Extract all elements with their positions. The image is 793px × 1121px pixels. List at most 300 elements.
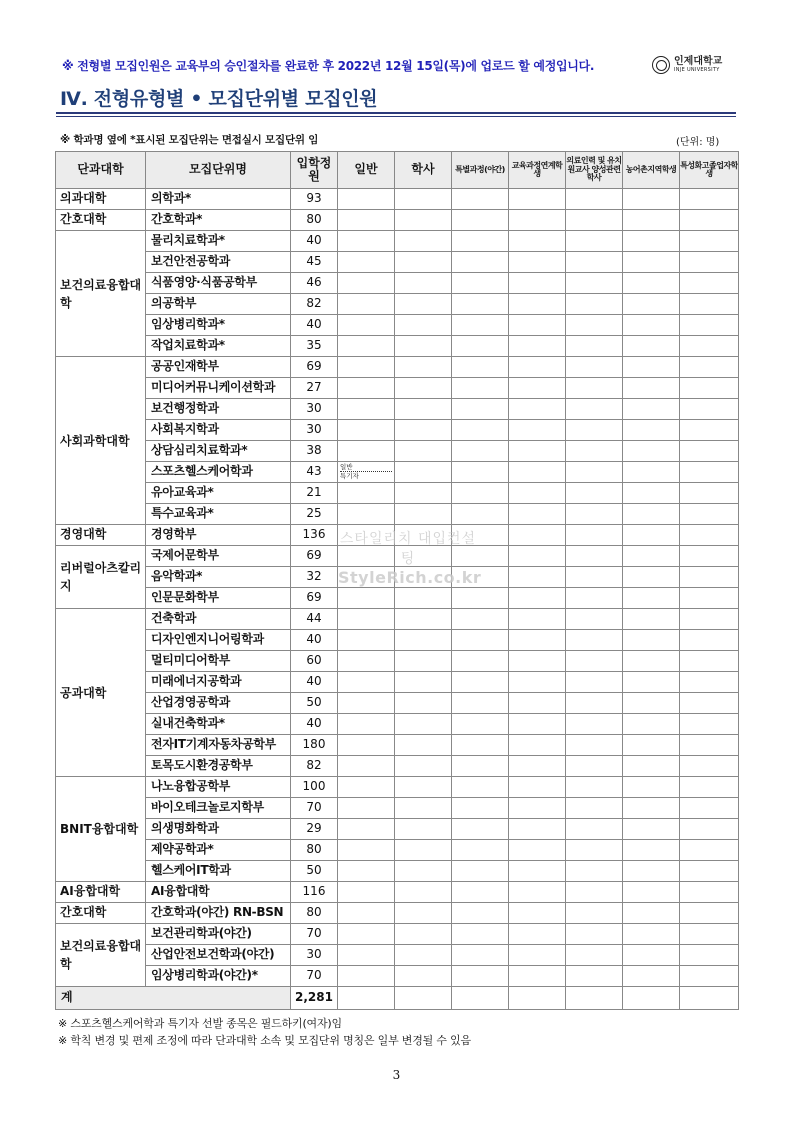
general-cell	[338, 798, 395, 819]
empty-cell	[680, 987, 739, 1010]
empty-cell	[395, 336, 452, 357]
general-cell	[338, 861, 395, 882]
empty-cell	[623, 861, 680, 882]
empty-cell	[566, 504, 623, 525]
empty-cell	[509, 252, 566, 273]
college-cell: 보건의료융합대학	[56, 231, 146, 357]
empty-cell	[623, 567, 680, 588]
empty-cell	[566, 714, 623, 735]
empty-cell	[680, 945, 739, 966]
general-cell	[338, 588, 395, 609]
table-row	[56, 966, 739, 987]
empty-cell	[452, 336, 509, 357]
quota-cell: 40	[291, 231, 338, 252]
empty-cell	[680, 273, 739, 294]
empty-cell	[509, 420, 566, 441]
dept-cell: 유아교육과*	[146, 483, 291, 504]
general-cell	[338, 357, 395, 378]
empty-cell	[509, 504, 566, 525]
empty-cell	[623, 735, 680, 756]
empty-cell	[509, 882, 566, 903]
empty-cell	[452, 609, 509, 630]
empty-cell	[452, 966, 509, 987]
dept-cell: 음악학과*	[146, 567, 291, 588]
empty-cell	[395, 945, 452, 966]
empty-cell	[566, 231, 623, 252]
empty-cell	[566, 798, 623, 819]
empty-cell	[452, 987, 509, 1010]
empty-cell	[680, 651, 739, 672]
dept-cell: 스포츠헬스케어학과	[146, 462, 291, 483]
empty-cell	[623, 546, 680, 567]
empty-cell	[395, 546, 452, 567]
empty-cell	[452, 567, 509, 588]
empty-cell	[680, 315, 739, 336]
empty-cell	[452, 819, 509, 840]
empty-cell	[509, 819, 566, 840]
empty-cell	[452, 588, 509, 609]
empty-cell	[566, 378, 623, 399]
empty-cell	[395, 441, 452, 462]
general-cell	[338, 609, 395, 630]
watermark-line2: StyleRich.co.kr	[338, 568, 482, 587]
empty-cell	[566, 525, 623, 546]
empty-cell	[452, 777, 509, 798]
total-row	[56, 987, 739, 1010]
empty-cell	[680, 420, 739, 441]
general-cell	[338, 651, 395, 672]
dept-cell: 식품영양·식품공학부	[146, 273, 291, 294]
empty-cell	[452, 525, 509, 546]
empty-cell	[566, 882, 623, 903]
empty-cell	[509, 231, 566, 252]
general-cell	[338, 189, 395, 210]
empty-cell	[623, 420, 680, 441]
empty-cell	[680, 924, 739, 945]
quota-cell: 30	[291, 945, 338, 966]
header-college: 단과대학	[56, 152, 146, 189]
quota-cell: 69	[291, 588, 338, 609]
page-number: 3	[392, 1068, 401, 1082]
empty-cell	[395, 252, 452, 273]
empty-cell	[566, 336, 623, 357]
empty-cell	[509, 756, 566, 777]
table-row	[56, 924, 739, 945]
empty-cell	[452, 441, 509, 462]
empty-cell	[680, 483, 739, 504]
empty-cell	[395, 630, 452, 651]
quota-cell: 136	[291, 525, 338, 546]
header-dept: 모집단위명	[146, 152, 291, 189]
empty-cell	[680, 231, 739, 252]
quota-cell: 180	[291, 735, 338, 756]
empty-cell	[566, 420, 623, 441]
empty-cell	[566, 567, 623, 588]
quota-cell: 70	[291, 798, 338, 819]
quota-cell: 27	[291, 378, 338, 399]
table-row	[56, 882, 739, 903]
empty-cell	[338, 987, 395, 1010]
empty-cell	[395, 609, 452, 630]
empty-cell	[395, 651, 452, 672]
empty-cell	[623, 945, 680, 966]
general-cell	[338, 672, 395, 693]
header-specialized-hs: 특성화고졸업자학생	[680, 152, 739, 189]
quota-cell: 82	[291, 756, 338, 777]
empty-cell	[680, 504, 739, 525]
empty-cell	[509, 357, 566, 378]
table-row	[56, 462, 739, 483]
empty-cell	[623, 903, 680, 924]
empty-cell	[623, 399, 680, 420]
empty-cell	[680, 609, 739, 630]
empty-cell	[566, 399, 623, 420]
empty-cell	[509, 294, 566, 315]
quota-cell: 40	[291, 714, 338, 735]
empty-cell	[566, 861, 623, 882]
empty-cell	[509, 735, 566, 756]
title-divider	[56, 112, 736, 114]
general-cell	[338, 231, 395, 252]
table-row	[56, 756, 739, 777]
empty-cell	[509, 567, 566, 588]
college-cell: 의과대학	[56, 189, 146, 210]
empty-cell	[566, 588, 623, 609]
empty-cell	[509, 861, 566, 882]
empty-cell	[680, 378, 739, 399]
quota-cell: 30	[291, 399, 338, 420]
empty-cell	[452, 756, 509, 777]
empty-cell	[452, 546, 509, 567]
empty-cell	[623, 966, 680, 987]
empty-cell	[509, 630, 566, 651]
dept-cell: 간호학과(야간) RN-BSN	[146, 903, 291, 924]
empty-cell	[680, 777, 739, 798]
empty-cell	[623, 588, 680, 609]
dept-cell: 미디어커뮤니케이션학과	[146, 378, 291, 399]
empty-cell	[509, 924, 566, 945]
table-row	[56, 861, 739, 882]
empty-cell	[395, 567, 452, 588]
empty-cell	[452, 252, 509, 273]
general-cell	[338, 483, 395, 504]
general-cell	[338, 336, 395, 357]
table-row	[56, 567, 739, 588]
college-cell: AI융합대학	[56, 882, 146, 903]
general-cell	[338, 294, 395, 315]
table-row	[56, 798, 739, 819]
table-row	[56, 273, 739, 294]
dept-cell: 실내건축학과*	[146, 714, 291, 735]
table-row	[56, 609, 739, 630]
empty-cell	[566, 819, 623, 840]
empty-cell	[623, 777, 680, 798]
empty-cell	[452, 861, 509, 882]
table-row	[56, 504, 739, 525]
empty-cell	[623, 315, 680, 336]
empty-cell	[623, 714, 680, 735]
general-cell	[338, 840, 395, 861]
dept-cell: 의공학부	[146, 294, 291, 315]
empty-cell	[566, 777, 623, 798]
split-label: 특기자	[340, 472, 359, 480]
empty-cell	[623, 210, 680, 231]
dept-cell: 경영학부	[146, 525, 291, 546]
dept-cell: 멀티미디어학부	[146, 651, 291, 672]
section-title: Ⅳ. 전형유형별 • 모집단위별 모집인원	[60, 88, 378, 110]
empty-cell	[566, 483, 623, 504]
upload-notice: ※ 전형별 모집인원은 교육부의 승인절차를 완료한 후 2022년 12월 15일(목)에 업로드 할 예정입니다.	[62, 59, 595, 73]
dept-cell: 상담심리치료학과*	[146, 441, 291, 462]
empty-cell	[509, 798, 566, 819]
empty-cell	[509, 273, 566, 294]
general-cell	[338, 462, 395, 483]
empty-cell	[452, 294, 509, 315]
empty-cell	[623, 882, 680, 903]
empty-cell	[566, 294, 623, 315]
college-cell: 간호대학	[56, 903, 146, 924]
empty-cell	[680, 525, 739, 546]
empty-cell	[680, 546, 739, 567]
empty-cell	[623, 693, 680, 714]
table-row	[56, 357, 739, 378]
quota-cell: 80	[291, 210, 338, 231]
quota-cell: 25	[291, 504, 338, 525]
empty-cell	[680, 336, 739, 357]
dept-cell: 산업안전보건학과(야간)	[146, 945, 291, 966]
empty-cell	[680, 357, 739, 378]
general-cell	[338, 630, 395, 651]
empty-cell	[623, 630, 680, 651]
empty-cell	[680, 189, 739, 210]
quota-cell: 21	[291, 483, 338, 504]
quota-cell: 70	[291, 924, 338, 945]
quota-cell: 44	[291, 609, 338, 630]
empty-cell	[395, 315, 452, 336]
dept-cell: 국제어문학부	[146, 546, 291, 567]
empty-cell	[452, 882, 509, 903]
general-cell	[338, 441, 395, 462]
logo-english-name: INJE UNIVERSITY	[674, 67, 720, 73]
general-cell	[338, 714, 395, 735]
dept-cell: 보건행정학과	[146, 399, 291, 420]
dept-cell: 사회복지학과	[146, 420, 291, 441]
general-cell	[338, 546, 395, 567]
empty-cell	[623, 819, 680, 840]
empty-cell	[509, 714, 566, 735]
empty-cell	[395, 588, 452, 609]
empty-cell	[452, 378, 509, 399]
college-cell: 리버럴아츠칼리지	[56, 546, 146, 609]
empty-cell	[623, 483, 680, 504]
empty-cell	[395, 966, 452, 987]
dept-cell: AI융합대학	[146, 882, 291, 903]
empty-cell	[395, 378, 452, 399]
general-cell	[338, 315, 395, 336]
empty-cell	[452, 735, 509, 756]
dept-cell: 전자IT기계자동차공학부	[146, 735, 291, 756]
dept-cell: 바이오테크놀로지학부	[146, 798, 291, 819]
empty-cell	[623, 672, 680, 693]
empty-cell	[395, 798, 452, 819]
general-cell	[338, 966, 395, 987]
empty-cell	[623, 189, 680, 210]
table-row	[56, 819, 739, 840]
empty-cell	[395, 357, 452, 378]
general-cell	[338, 378, 395, 399]
empty-cell	[395, 756, 452, 777]
logo-korean-name: 인제대학교	[674, 56, 723, 67]
empty-cell	[566, 903, 623, 924]
empty-cell	[680, 798, 739, 819]
empty-cell	[680, 819, 739, 840]
college-cell: 간호대학	[56, 210, 146, 231]
title-divider-thin	[56, 116, 736, 117]
empty-cell	[680, 735, 739, 756]
university-seal-icon	[652, 56, 670, 74]
table-row	[56, 231, 739, 252]
empty-cell	[623, 798, 680, 819]
empty-cell	[623, 273, 680, 294]
empty-cell	[395, 735, 452, 756]
empty-cell	[509, 588, 566, 609]
quota-cell: 100	[291, 777, 338, 798]
empty-cell	[566, 630, 623, 651]
empty-cell	[509, 546, 566, 567]
quota-cell: 45	[291, 252, 338, 273]
dept-cell: 보건관리학과(야간)	[146, 924, 291, 945]
dept-cell: 디자인엔지니어링학과	[146, 630, 291, 651]
empty-cell	[623, 525, 680, 546]
college-cell: BNIT융합대학	[56, 777, 146, 882]
empty-cell	[395, 714, 452, 735]
table-row	[56, 714, 739, 735]
empty-cell	[623, 504, 680, 525]
empty-cell	[509, 609, 566, 630]
empty-cell	[509, 189, 566, 210]
quota-cell: 35	[291, 336, 338, 357]
empty-cell	[395, 903, 452, 924]
empty-cell	[452, 840, 509, 861]
general-cell	[338, 924, 395, 945]
empty-cell	[680, 672, 739, 693]
general-cell	[338, 210, 395, 231]
empty-cell	[623, 756, 680, 777]
empty-cell	[680, 567, 739, 588]
empty-cell	[566, 315, 623, 336]
table-row	[56, 525, 739, 546]
college-cell: 사회과학대학	[56, 357, 146, 525]
empty-cell	[566, 189, 623, 210]
total-quota: 2,281	[291, 987, 338, 1010]
quota-cell: 30	[291, 420, 338, 441]
empty-cell	[452, 672, 509, 693]
quota-cell: 46	[291, 273, 338, 294]
empty-cell	[623, 357, 680, 378]
general-cell	[338, 252, 395, 273]
header-bachelor: 학사	[395, 152, 452, 189]
empty-cell	[452, 483, 509, 504]
empty-cell	[452, 357, 509, 378]
empty-cell	[452, 210, 509, 231]
table-row	[56, 630, 739, 651]
quota-cell: 60	[291, 651, 338, 672]
empty-cell	[395, 987, 452, 1010]
quota-cell: 69	[291, 546, 338, 567]
empty-cell	[452, 798, 509, 819]
empty-cell	[680, 252, 739, 273]
empty-cell	[452, 273, 509, 294]
footnote-1: ※ 스포츠헬스케어학과 특기자 선발 종목은 필드하키(여자)임	[58, 1017, 342, 1030]
table-header-row	[56, 152, 739, 189]
empty-cell	[623, 231, 680, 252]
empty-cell	[566, 252, 623, 273]
watermark-line1: 스타일리치 대입컨설팅	[339, 531, 477, 567]
table-row	[56, 546, 739, 567]
general-cell	[338, 399, 395, 420]
general-cell	[338, 504, 395, 525]
dept-cell: 인문문화학부	[146, 588, 291, 609]
dept-cell: 헬스케어IT학과	[146, 861, 291, 882]
empty-cell	[566, 756, 623, 777]
quota-cell: 93	[291, 189, 338, 210]
empty-cell	[680, 966, 739, 987]
table-row	[56, 441, 739, 462]
table-body	[56, 189, 739, 987]
empty-cell	[623, 840, 680, 861]
quota-cell: 82	[291, 294, 338, 315]
empty-cell	[680, 861, 739, 882]
header-medical-bachelor: 의료인력 및 유치원교사 양성관련학사	[566, 152, 623, 189]
header-special-night: 특별과정(야간)	[452, 152, 509, 189]
empty-cell	[452, 420, 509, 441]
empty-cell	[452, 924, 509, 945]
empty-cell	[509, 378, 566, 399]
empty-cell	[509, 336, 566, 357]
empty-cell	[623, 294, 680, 315]
general-cell	[338, 777, 395, 798]
empty-cell	[566, 966, 623, 987]
empty-cell	[395, 777, 452, 798]
quota-cell: 38	[291, 441, 338, 462]
empty-cell	[680, 441, 739, 462]
general-cell	[338, 273, 395, 294]
empty-cell	[395, 294, 452, 315]
table-row	[56, 693, 739, 714]
quota-cell: 43	[291, 462, 338, 483]
empty-cell	[509, 651, 566, 672]
empty-cell	[566, 924, 623, 945]
quota-cell: 29	[291, 819, 338, 840]
empty-cell	[509, 777, 566, 798]
table-row	[56, 378, 739, 399]
empty-cell	[566, 840, 623, 861]
table-row	[56, 294, 739, 315]
quota-cell: 40	[291, 672, 338, 693]
empty-cell	[566, 462, 623, 483]
quota-cell: 40	[291, 630, 338, 651]
split-label: 일반	[340, 463, 392, 472]
header-quota: 입학정원	[291, 152, 338, 189]
table-row	[56, 777, 739, 798]
empty-cell	[623, 609, 680, 630]
empty-cell	[509, 210, 566, 231]
quota-cell: 80	[291, 840, 338, 861]
general-cell	[338, 903, 395, 924]
empty-cell	[623, 252, 680, 273]
general-cell	[338, 567, 395, 588]
dept-cell: 특수교육과*	[146, 504, 291, 525]
